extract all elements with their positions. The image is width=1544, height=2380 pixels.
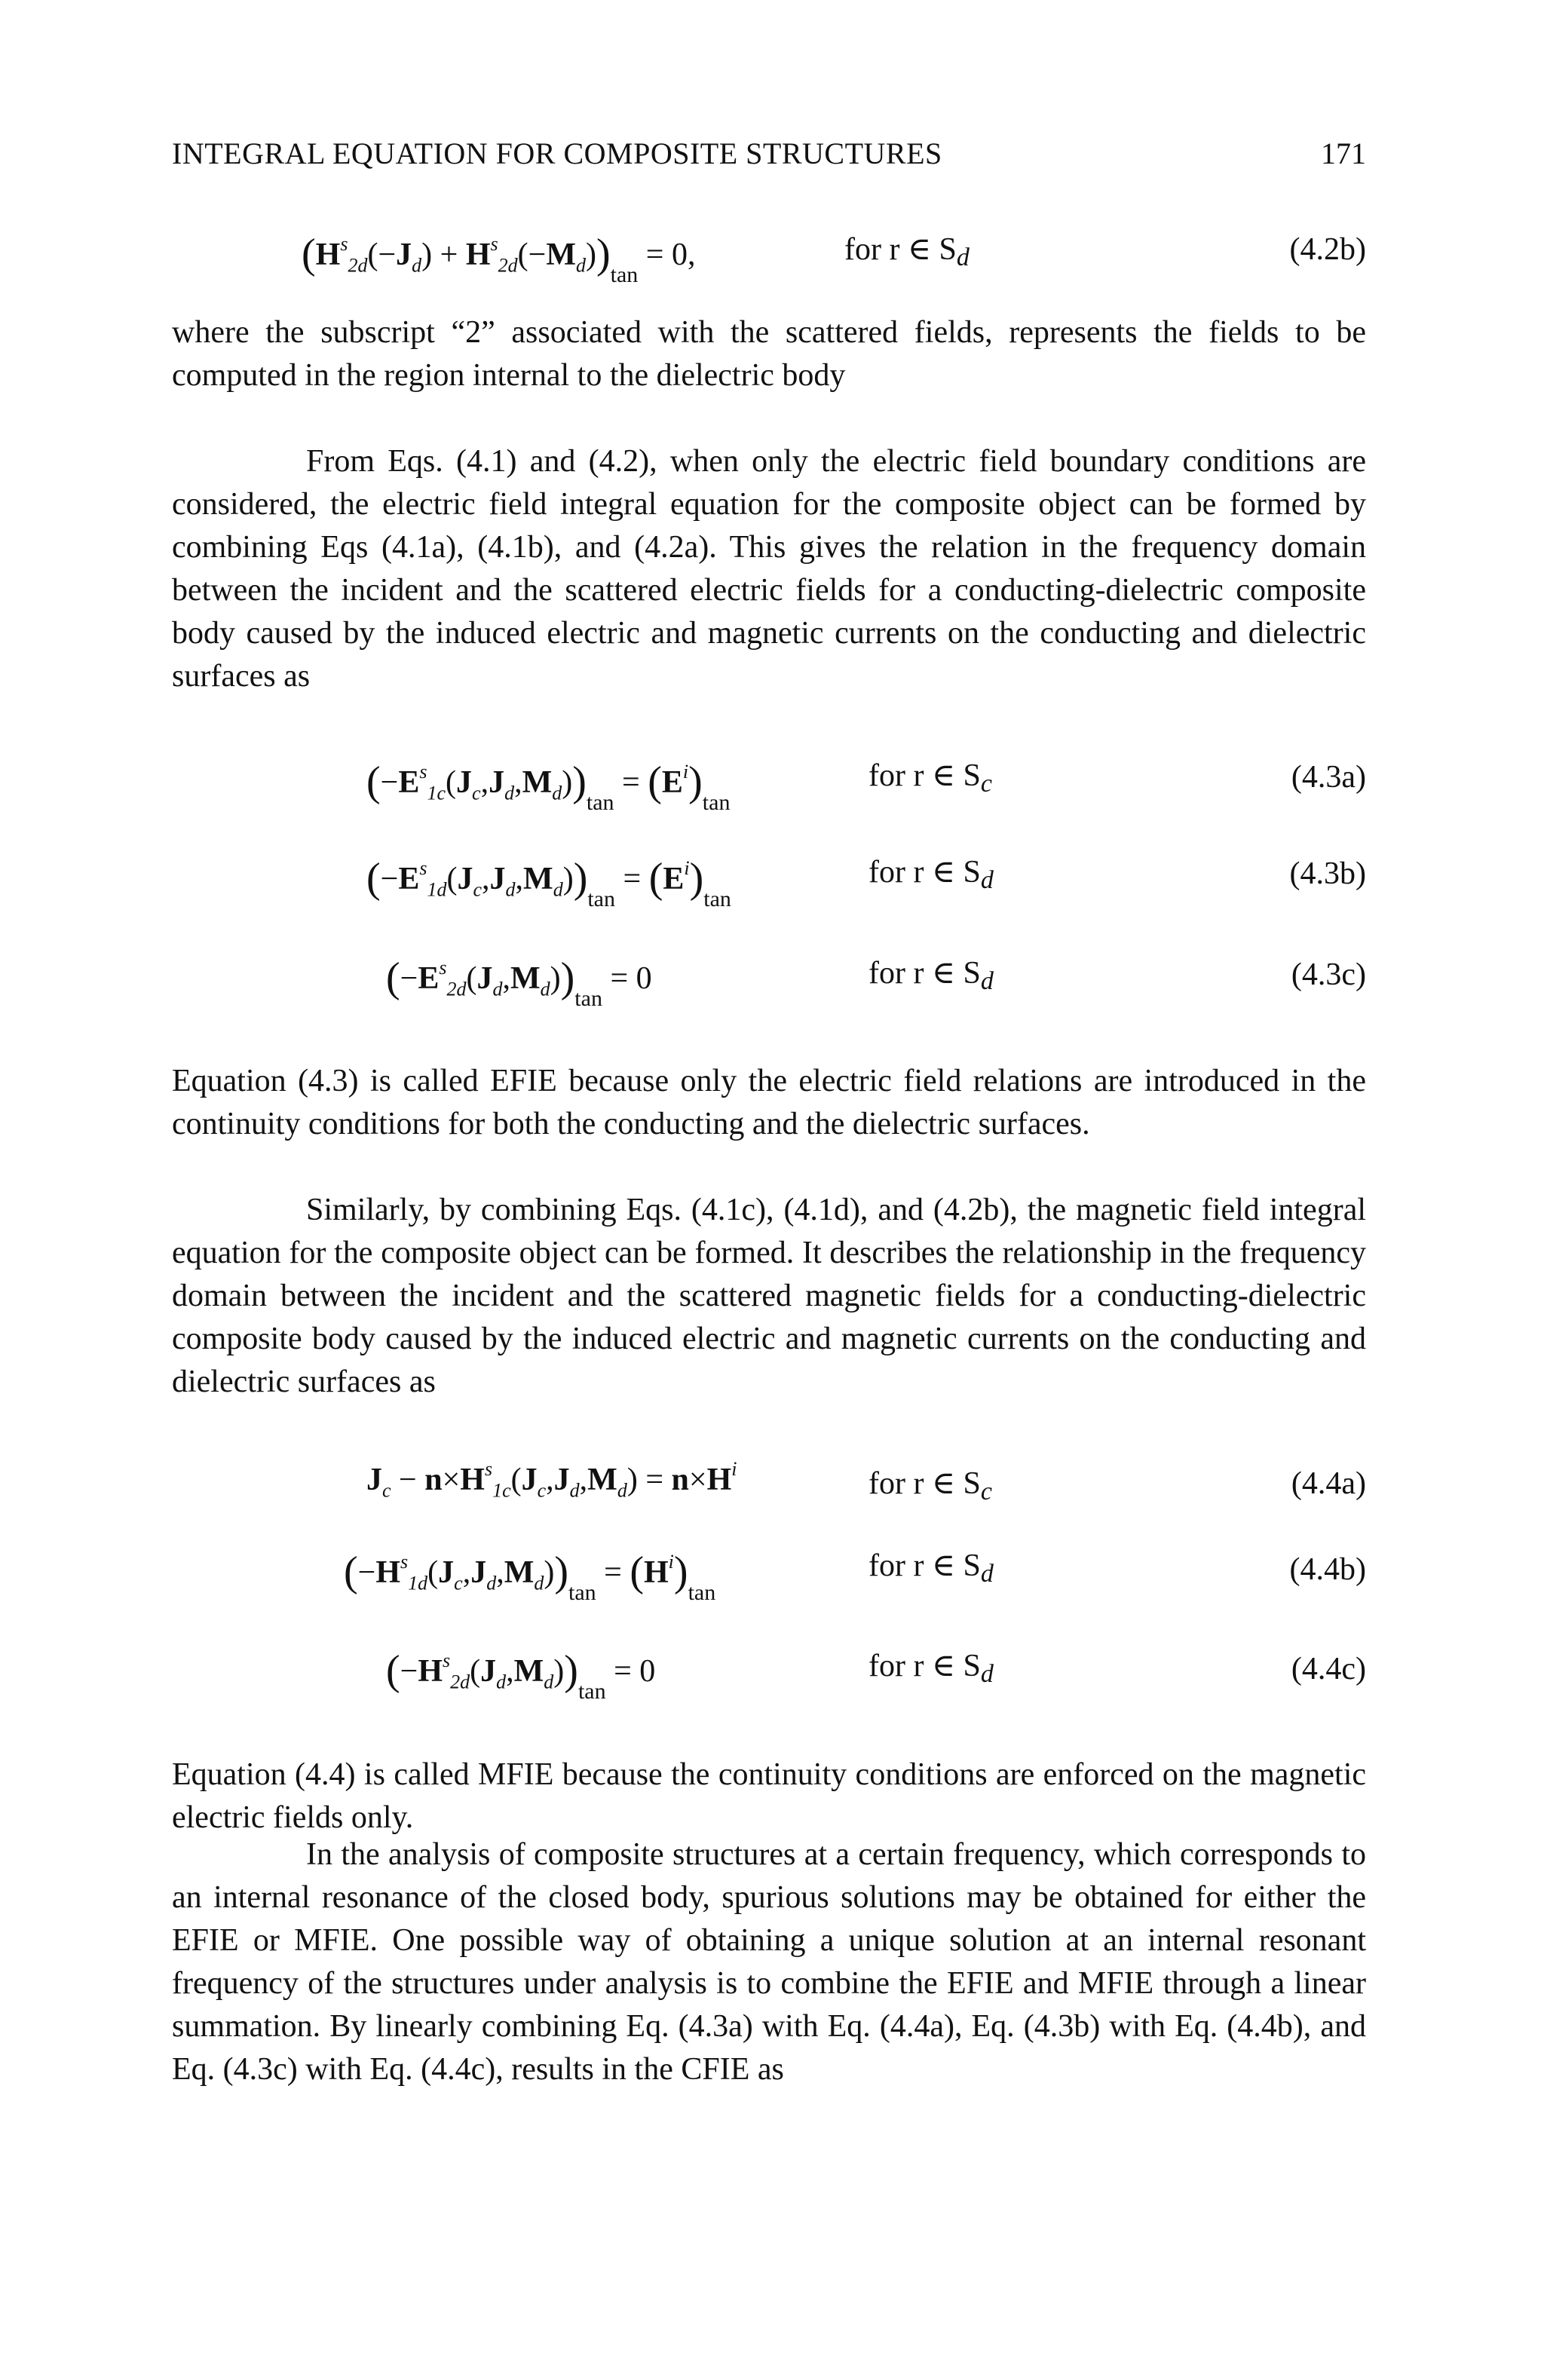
equation-4-4a: $J_c - n\times H^s_{1c}(J_c,J_d,M_d) = n\times H^i$	[366, 1458, 737, 1502]
condition-4-4b: for r ∈ Sd	[868, 1548, 994, 1588]
equation-4-3b: $(-E^s_{1d}(J_c,J_d,M_d))_{tan} = (E^i)_{tan}$	[366, 855, 731, 912]
condition-4-3c: for r ∈ Sd	[868, 956, 994, 995]
equation-number-4-4a: (4.4a)	[1291, 1466, 1366, 1501]
equation-number-4-3c: (4.3c)	[1291, 957, 1366, 992]
equation-4-3a: $(-E^s_{1c}(J_c,J_d,M_d))_{tan} = (E^i)_{tan}$	[366, 758, 731, 816]
condition-4-4c: for r ∈ Sd	[868, 1649, 994, 1688]
equation-number-4-3a: (4.3a)	[1291, 760, 1366, 795]
page-number: 171	[1321, 136, 1366, 170]
equation-number-4-4c: (4.4c)	[1291, 1652, 1366, 1686]
paragraph-6: In the analysis of composite structures at a certain frequency, which corresponds to an internal resonance of the closed body, spurious solutions may be obtained for either the EFIE or MFIE. One possible way of obtaining a unique solution at an internal resonant frequency of the structures under analysis is to combine the EFIE and MFIE through a linear summation. By linearly combining Eq. (4.3a) with Eq. (4.4a), Eq. (4.3b) with Eq. (4.4b), and Eq. (4.3c) with Eq. (4.4c), results in the CFIE as	[172, 1837, 1366, 2087]
equation-number-4-4b: (4.4b)	[1289, 1552, 1366, 1587]
equation-4-2b: $(H^s_{2d}(-J_d) + H^s_{2d}(-M_d))_{tan} = 0$,	[302, 231, 696, 288]
paragraph-1: where the subscript “2” associated with the scattered fields, represents the fields to be computed in the region internal to the dielectric body	[172, 315, 1366, 393]
equation-4-4b: $(-H^s_{1d}(J_c,J_d,M_d))_{tan} = (H^i)_{tan}$	[344, 1548, 716, 1606]
condition-4-3a: for r ∈ Sc	[868, 758, 993, 798]
paragraph-3: Equation (4.3) is called EFIE because only the electric field relations are introduced in the continuity conditions for both the conducting and the dielectric surfaces.	[172, 1064, 1366, 1141]
condition-4-2b: for r ∈ Sd	[844, 232, 970, 271]
running-header	[172, 136, 1366, 181]
paragraph-5: Equation (4.4) is called MFIE because the continuity conditions are enforced on the magnetic electric fields only.	[172, 1757, 1366, 1835]
equation-4-3c: $(-E^s_{2d}(J_d,M_d))_{tan} = 0$	[386, 954, 652, 1012]
equation-4-4c: $(-H^s_{2d}(J_d,M_d))_{tan} = 0$	[386, 1647, 656, 1705]
running-title: INTEGRAL EQUATION FOR COMPOSITE STRUCTURES	[172, 136, 942, 170]
condition-4-4a: for r ∈ Sc	[868, 1466, 993, 1505]
condition-4-3b: for r ∈ Sd	[868, 855, 994, 894]
paragraph-2: From Eqs. (4.1) and (4.2), when only the electric field boundary conditions are considered, the electric field integral equation for the composite object can be formed by combining Eqs (4.1a), (4.1b), and (4.2a). This gives the relation in the frequency domain between the incident and the scattered electric fields for a conducting-dielectric composite body caused by the induced electric and magnetic currents on the conducting and dielectric surfaces as	[172, 444, 1366, 694]
paragraph-4: Similarly, by combining Eqs. (4.1c), (4.1d), and (4.2b), the magnetic field integral equation for the composite object can be formed. It describes the relationship in the frequency domain between the incident and the scattered magnetic fields for a conducting-dielectric composite body caused by the induced electric and magnetic currents on the conducting and dielectric surfaces as	[172, 1193, 1366, 1399]
equation-rhs: = 0,	[645, 237, 696, 272]
equation-number-4-3b: (4.3b)	[1289, 856, 1366, 891]
equation-number-4-2b: (4.2b)	[1289, 232, 1366, 267]
